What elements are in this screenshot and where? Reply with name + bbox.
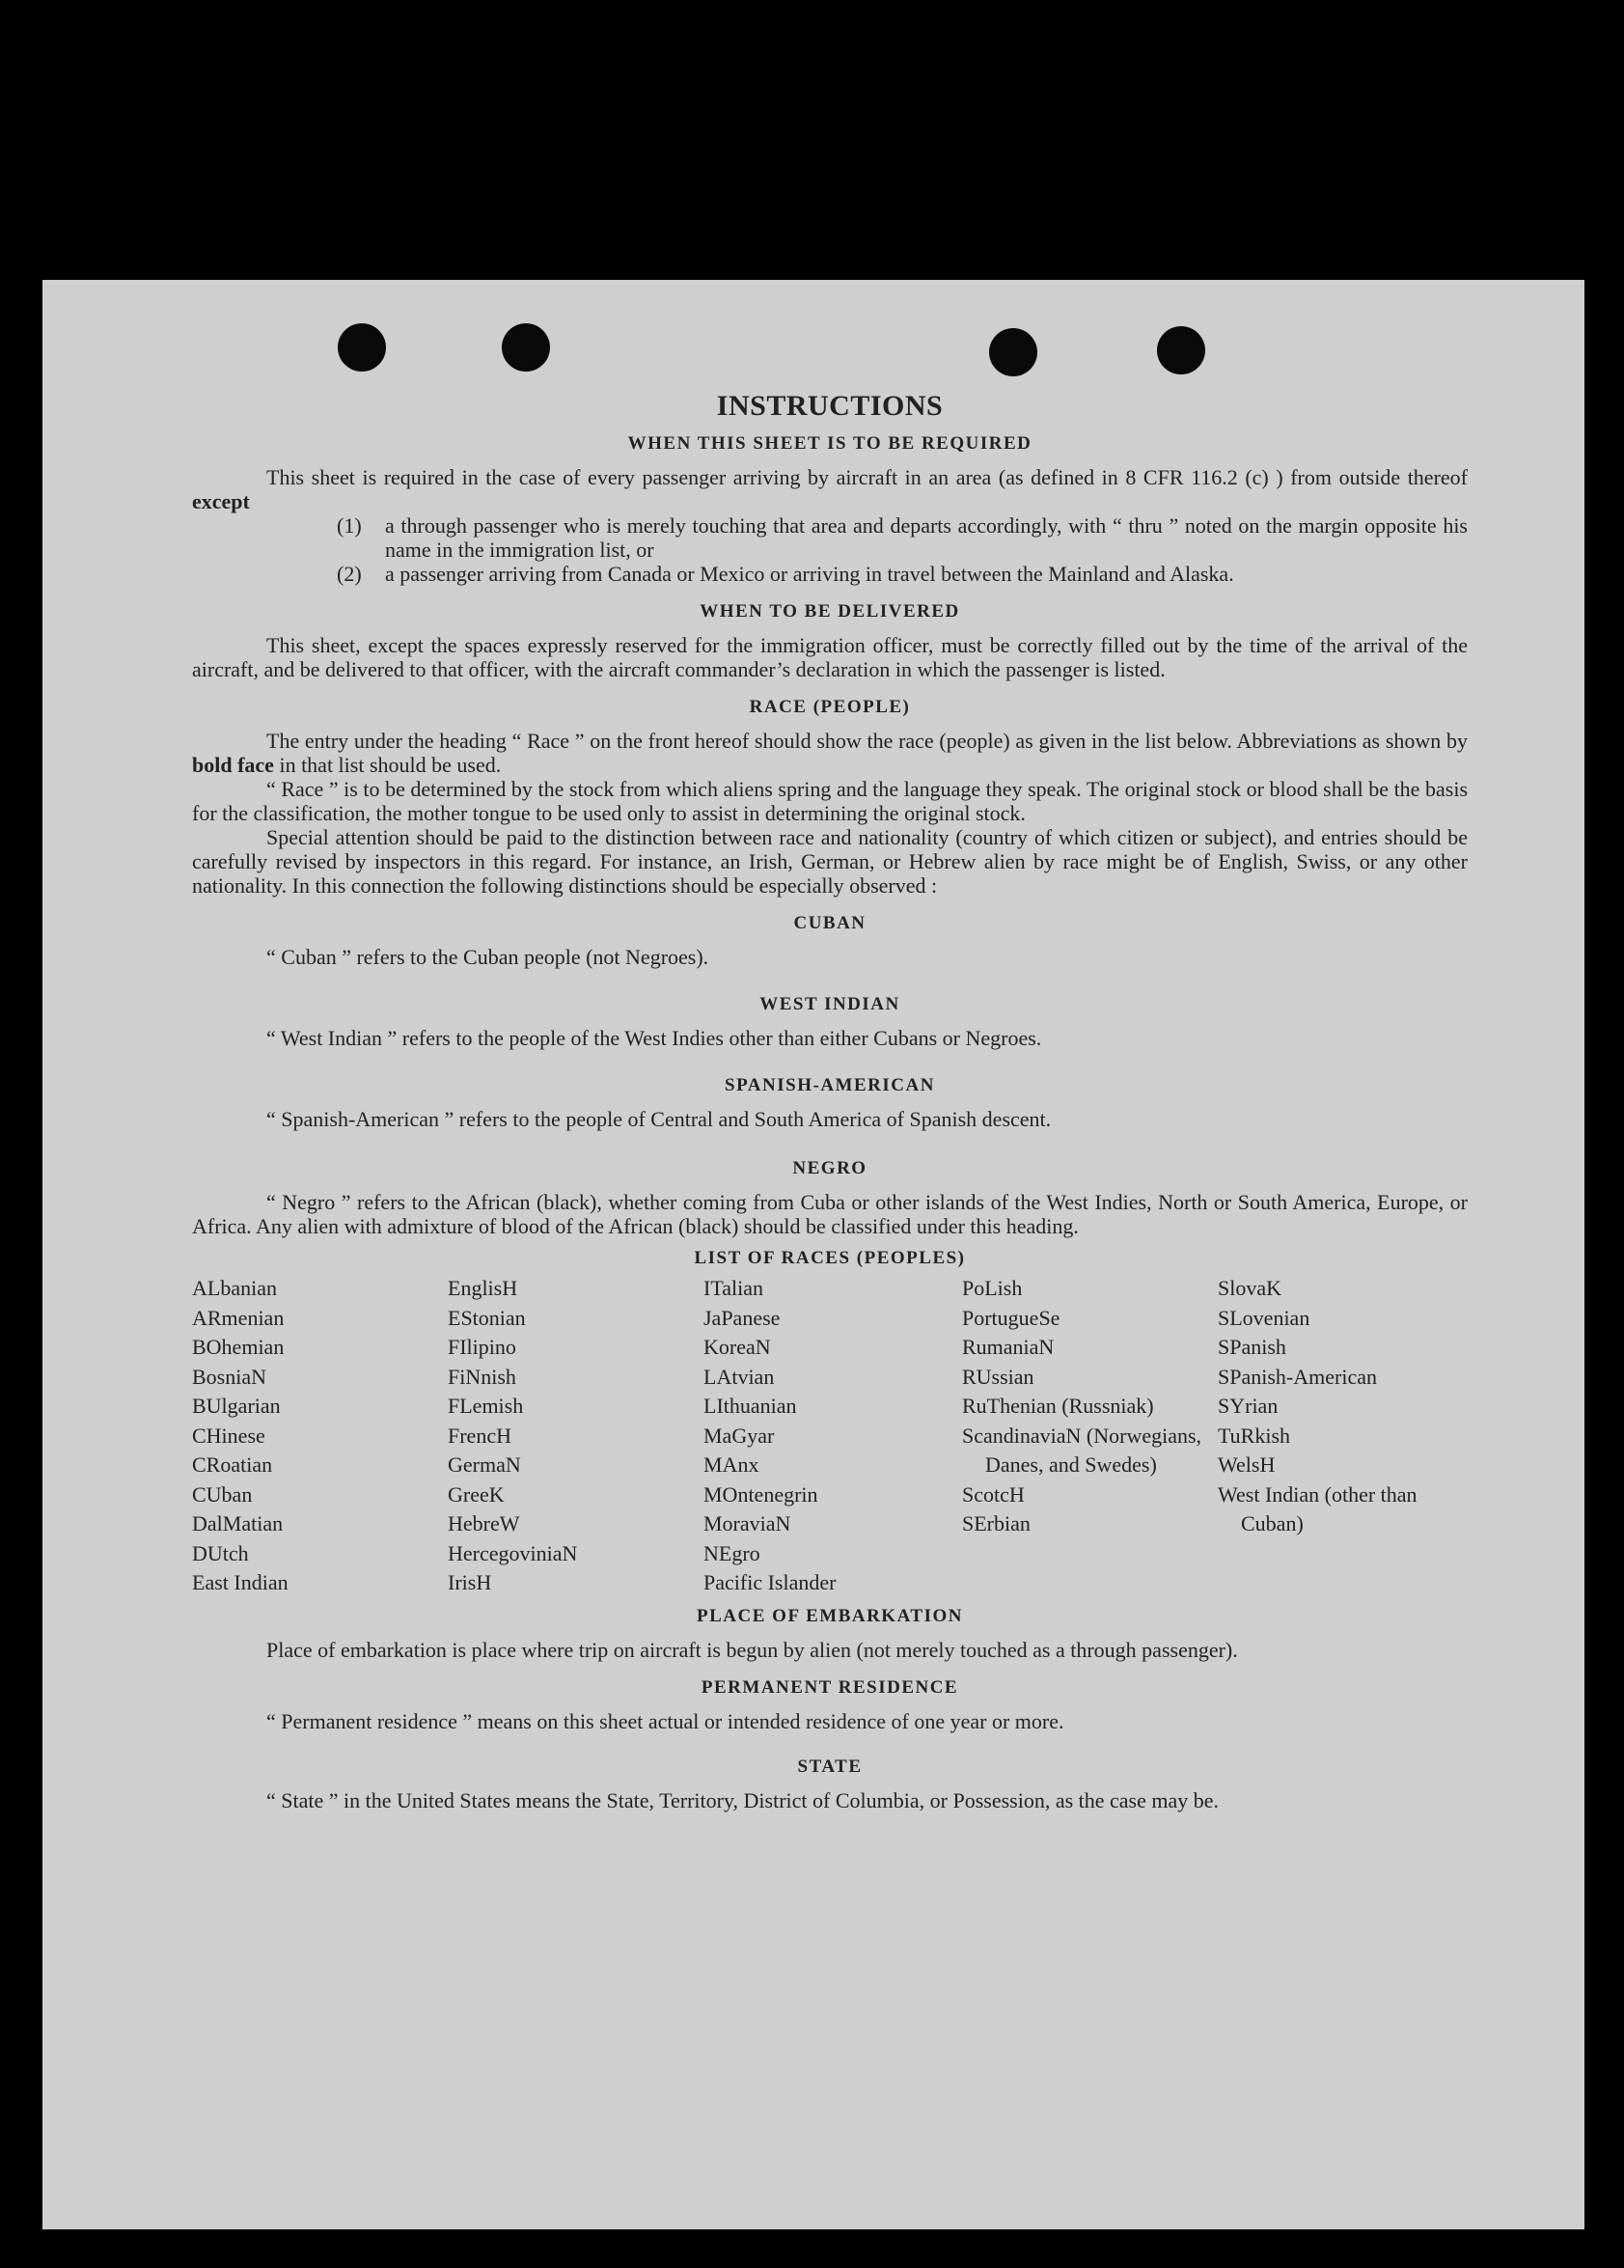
race-entry: CRoatian (192, 1452, 273, 1477)
paragraph-permanent-residence: “ Permanent residence ” means on this sheet actual or intended residence of one year or more. (266, 1708, 1064, 1733)
paragraph-state: “ State ” in the United States means the State, Territory, District of Columbia, or Possession, as the case may be. (266, 1787, 1220, 1812)
paragraph-west-indian: “ West Indian ” refers to the people of the West Indies other than either Cubans or Negroes. (266, 1026, 1042, 1050)
race-entry: BOhemian (192, 1335, 285, 1359)
list-item (337, 513, 1468, 562)
punch-hole (989, 328, 1037, 376)
race-entry: CHinese (192, 1423, 265, 1448)
race-entry: FrencH (448, 1423, 511, 1448)
bold-except: except (192, 489, 250, 513)
race-entry: MaGyar (703, 1423, 775, 1448)
race-entry: ScandinaviaN (Norwegians, Danes, and Swedes) (962, 1423, 1202, 1477)
heading-negro: NEGRO (792, 1158, 867, 1178)
race-entry: MOntenegrin (703, 1481, 818, 1507)
race-entry: HercegoviniaN (448, 1540, 578, 1565)
item-number: (1) (337, 513, 362, 538)
race-entry: FIlipino (448, 1335, 516, 1359)
heading-when-required: WHEN THIS SHEET IS TO BE REQUIRED (627, 433, 1032, 454)
race-entry: EStonian (448, 1305, 526, 1330)
heading-west-indian: WEST INDIAN (759, 994, 900, 1014)
paragraph-embarkation: Place of embarkation is place where trip on aircraft is begun by alien (not merely touched as a through passenger). (266, 1637, 1238, 1662)
paragraph-cuban: “ Cuban ” refers to the Cuban people (not Negroes). (266, 945, 709, 969)
race-entry: JaPanese (703, 1305, 781, 1330)
race-entry: WelsH (1218, 1452, 1276, 1477)
race-entry: ALbanian (192, 1276, 277, 1300)
race-entry: TuRkish (1218, 1423, 1291, 1448)
heading-race: RACE (PEOPLE) (749, 697, 911, 717)
race-entry: SlovaK (1218, 1276, 1281, 1300)
paragraph-negro: “ Negro ” refers to the African (black), whether coming from Cuba or other islands of the West Indies, North or South America, Europe, or Africa. Any alien with admixture of blood of the African (black) should be classified under this heading. (192, 1190, 1468, 1238)
race-entry: EnglisH (448, 1276, 518, 1300)
heading-state: STATE (797, 1756, 863, 1777)
race-entry: DalMatian (192, 1511, 284, 1535)
heading-list-of-races: LIST OF RACES (PEOPLES) (694, 1248, 966, 1268)
race-entry: IrisH (448, 1570, 492, 1594)
race-entry: GreeK (448, 1481, 505, 1507)
race-entry: RuThenian (Russniak) (962, 1394, 1154, 1418)
heading-cuban: CUBAN (793, 913, 867, 933)
race-entry: West Indian (other than Cuban) (1218, 1481, 1418, 1535)
race-entry: ScotcH (962, 1481, 1025, 1507)
item-text: a through passenger who is merely touching that area and departs accordingly, with “ thru ” noted on the margin opposite his name in the immigration list, or (385, 513, 1468, 562)
race-entry: RUssian (962, 1364, 1034, 1389)
races-column (962, 1274, 1218, 1598)
race-entry: East Indian (192, 1570, 289, 1594)
race-entry: MoraviaN (703, 1511, 791, 1535)
paragraph-race-3: Special attention should be paid to the distinction between race and nationality (country of which citizen or subject), and entries should be carefully revised by inspectors in this regard. For instance, an Irish, German, or Hebrew alien by race might be of English, Swiss, or any other nationality. In this connection the following distinctions should be especially observed : (192, 825, 1468, 898)
races-column (1218, 1274, 1468, 1598)
instructions-content (192, 390, 1468, 1812)
race-entry: GermaN (448, 1452, 521, 1477)
punch-hole (338, 323, 386, 372)
punch-hole (502, 323, 550, 372)
race-entry: CUban (192, 1481, 253, 1507)
races-column (448, 1274, 703, 1598)
race-entry: SErbian (962, 1511, 1031, 1535)
race-entry: MAnx (703, 1452, 759, 1477)
race-entry: NEgro (703, 1540, 760, 1565)
races-column (703, 1274, 962, 1598)
heading-embarkation: PLACE OF EMBARKATION (697, 1605, 963, 1626)
race-entry: Pacific Islander (703, 1570, 837, 1594)
race-entry: BUlgarian (192, 1394, 281, 1418)
race-entry: LIthuanian (703, 1394, 797, 1418)
paragraph-race-1: The entry under the heading “ Race ” on the front hereof should show the race (people) as given in the list below. Abbreviations as shown by bold face in that list should be used. (192, 729, 1468, 777)
paragraph-when-delivered: This sheet, except the spaces expressly reserved for the immigration officer, must be correctly filled out by the time of the arrival of the aircraft, and be delivered to that officer, with the aircraft commander’s declaration in which the passenger is listed. (192, 633, 1468, 681)
race-entry: FLemish (448, 1394, 524, 1418)
paragraph-when-required: This sheet is required in the case of every passenger arriving by aircraft in an area (as defined in 8 CFR 116.2 (c) ) from outside thereof except (192, 465, 1468, 513)
list-item (337, 562, 1468, 586)
race-entry: SLovenian (1218, 1305, 1310, 1330)
heading-permanent-residence: PERMANENT RESIDENCE (701, 1676, 959, 1698)
paragraph-spanish-american: “ Spanish-American ” refers to the people of Central and South America of Spanish descent. (266, 1107, 1052, 1131)
race-entry: SPanish-American (1218, 1364, 1377, 1389)
page-title: INSTRUCTIONS (716, 390, 944, 422)
race-entry: BosniaN (192, 1364, 266, 1389)
item-number: (2) (337, 562, 362, 586)
race-entry: KoreaN (703, 1335, 771, 1359)
race-entry: ARmenian (192, 1305, 285, 1330)
heading-when-delivered: WHEN TO BE DELIVERED (700, 601, 960, 622)
race-entry: ITalian (703, 1276, 763, 1300)
punch-hole (1157, 326, 1205, 374)
races-table (192, 1274, 1468, 1598)
paragraph-race-2: “ Race ” is to be determined by the stock from which aliens spring and the language they speak. The original stock or blood shall be the basis for the classification, the mother tongue to be used only to assist in determining the original stock. (192, 777, 1468, 825)
heading-spanish-american: SPANISH-AMERICAN (725, 1075, 935, 1095)
race-entry: RumaniaN (962, 1335, 1055, 1359)
race-entry: DUtch (192, 1540, 249, 1565)
instruction-sheet (42, 280, 1584, 2229)
bold-face-text: bold face (192, 753, 274, 777)
races-column (192, 1274, 448, 1598)
race-entry: FiNnish (448, 1364, 516, 1389)
race-entry: LAtvian (703, 1364, 775, 1389)
race-entry: HebreW (448, 1511, 520, 1535)
race-entry: SPanish (1218, 1335, 1286, 1359)
race-entry: PortugueSe (962, 1305, 1060, 1330)
item-text: a passenger arriving from Canada or Mexico or arriving in travel between the Mainland and Alaska. (385, 562, 1234, 586)
race-entry: PoLish (962, 1276, 1023, 1300)
race-entry: SYrian (1218, 1394, 1279, 1418)
